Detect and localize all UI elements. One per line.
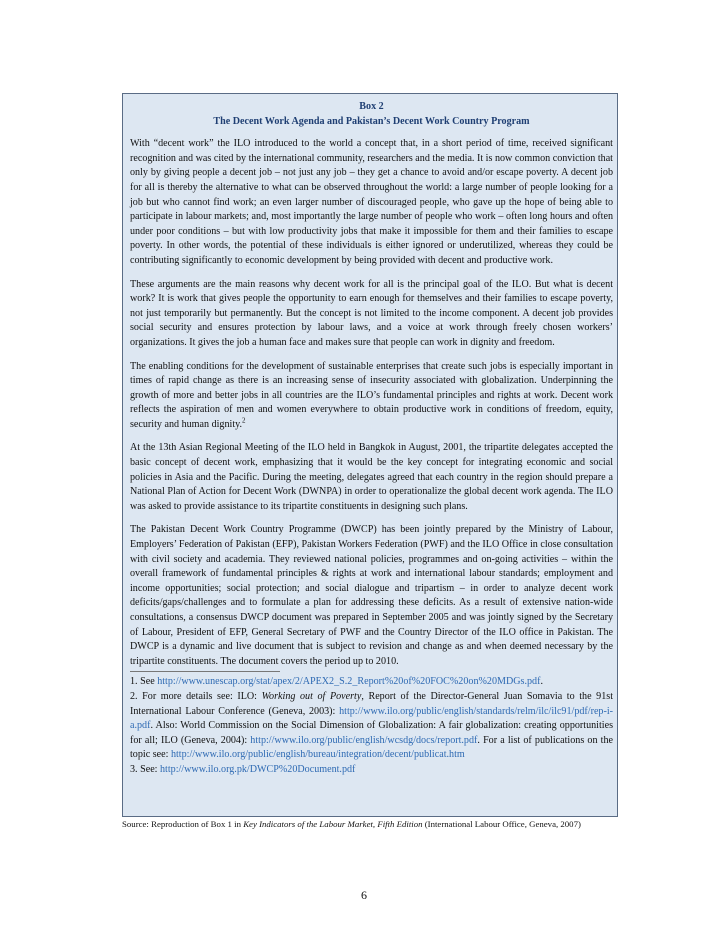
box-subtitle: The Decent Work Agenda and Pakistan’s Decent Work Country Program: [213, 115, 530, 127]
source-text: Source: Reproduction of Box 1 in: [122, 819, 244, 829]
paragraph: With “decent work” the ILO introduced to the world a concept that, in a short period of time, received significant recognition and was cited by the international community, researchers and the media. It is now common conviction that only by giving people a decent job – not just any job – they get a chance to avoid and/or escape poverty. A decent job for all is thereby the alternative to what can be observed throughout the world: a large number of people looking for a job but who cannot find work; an even larger number of discouraged people, who gave up the hope of being able to participate in labour markets; and, most importantly the large number of people who work – often long hours and often under poor conditions – but with low productivity jobs that make it impossible for them and their families to escape poverty. In other words, the potential of these individuals is either ignored or underutilized, whereas they could be contributing significantly to economic development by being provided with decent and productive work.: [130, 138, 613, 266]
footnote-divider: [130, 671, 280, 672]
footnote-link[interactable]: http://www.ilo.org/public/english/standards/relm/ilc/ilc91/pdf/rep-i-a.pdf: [130, 705, 613, 732]
footnote-text: .: [540, 676, 543, 688]
footnote-link[interactable]: http://www.ilo.org/public/english/wcsdg/docs/report.pdf: [250, 734, 478, 746]
footnote-title: Working out of Poverty: [261, 690, 362, 702]
footnote-text: . Also: World Commission on the Social Dimension of Globalization: A fair globalization: creating opportunities for all; ILO (Geneva, 2004):: [130, 720, 613, 746]
footnote-link[interactable]: http://www.ilo.org.pk/DWCP%20Document.pdf: [160, 763, 356, 775]
footnote-3: [130, 763, 613, 778]
footnote-text: , Report of the Director-General Juan Somavia to the 91st International Labour Conference (Geneva, 2003):: [130, 690, 614, 717]
source-note: [122, 818, 618, 831]
paragraph: The Pakistan Decent Work Country Programme (DWCP) has been jointly prepared by the Ministry of Labour, Employers’ Federation of Pakistan (EFP), Pakistan Workers Federation (PWF) and the ILO Office in close consultation with civil society and academia. They reviewed national policies, programmes and on-going activities – within the overall framework of fundamental principles & rights at work and international labour standards; employment and income opportunities; social protection; and social dialogue and tripartism – in order to analyze decent work deficits/gaps/challenges and to formulate a plan for addressing these deficits. As a result of extensive nation-wide consultations, a consensus DWCP document was prepared in September 2005 and was jointly signed by the Secretary of Labour, President of EFP, General Secretary of PWF and the Country Director of the ILO office in Pakistan. The DWCP is a dynamic and live document that is subject to revision and change as and when deemed necessary by the tripartite constituents. The document covers the period up to 2010.: [130, 524, 613, 667]
footnote-text: 1. See: [130, 676, 158, 688]
footnote-link[interactable]: http://www.unescap.org/stat/apex/2/APEX2_S.2_Report%20of%20FOC%20on%20MDGs.pdf: [157, 676, 541, 688]
paragraph-text: The enabling conditions for the development of sustainable enterprises that create such jobs is especially important in times of rapid change as there is an increasing sense of insecurity associated with globalization. Underpinning the growth of more and better jobs in all countries are the ILO’s fundamental principles and rights at work. Decent work reflects the aspiration of men and women everywhere to obtain productive work in conditions of freedom, equity, security and human dignity.: [130, 360, 613, 430]
footnote-link[interactable]: http://www.ilo.org/public/english/bureau/integration/decent/publicat.htm: [170, 749, 465, 761]
page-number: 6: [361, 888, 367, 902]
box-title: Box 2: [359, 101, 384, 112]
footnote-1: [130, 675, 613, 690]
paragraph: These arguments are the main reasons why decent work for all is the principal goal of the ILO. But what is decent work? It is work that gives people the opportunity to earn enough for themselves and their families to escape poverty, not just temporarily but permanently. But the concept is not limited to the income component. A decent job provides social security and ensures protection by labour laws, and a voice at work through freely chosen workers’ organizations. It gives the job a human face and makes sure that people can work in dignity and freedom.: [130, 278, 613, 348]
footnote-2: [130, 690, 613, 763]
footnote-text: 3. See:: [130, 763, 160, 775]
footnote-marker: 2: [242, 416, 246, 425]
footnote-text: . For a list of publications on the topic see:: [130, 734, 613, 761]
paragraph: [130, 360, 613, 433]
source-title: Key Indicators of the Labour Market, Fifth Edition: [243, 819, 423, 829]
source-text: (International Labour Office, Geneva, 2007): [422, 819, 581, 829]
paragraph: At the 13th Asian Regional Meeting of the ILO held in Bangkok in August, 2001, the tripartite delegates accepted the basic concept of decent work, emphasizing that it would be the key concept for integrating economic and social policies in Asia and the Pacific. During the meeting, delegates agreed that each country in the region should prepare a National Plan of Action for Decent Work (DWNPA) in order to operationalize the global decent work agenda. The ILO was asked to provide assistance to its tripartite constituents in designing such plans.: [130, 442, 613, 512]
footnote-text: 2. For more details see: ILO:: [130, 690, 262, 702]
text-box: [122, 93, 618, 817]
